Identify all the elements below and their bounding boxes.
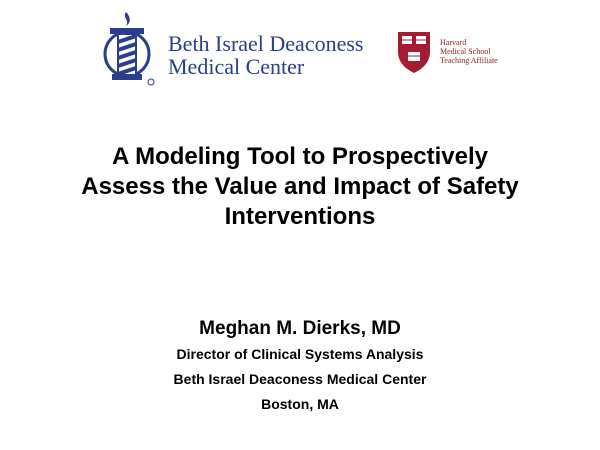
harvard-shield-icon [396, 30, 432, 74]
title-line2: Assess the Value and Impact of Safety [81, 173, 519, 200]
organization-logo-text [168, 32, 363, 78]
affiliate-line1: Harvard [440, 38, 467, 47]
title-line3: Interventions [224, 203, 376, 230]
org-name-line1: Beth Israel Deaconess [168, 31, 364, 56]
title-line1: A Modeling Tool to Prospectively [111, 143, 489, 170]
org-name-line2: Medical Center [168, 54, 305, 79]
presenter-role: Director of Clinical Systems Analysis [176, 346, 424, 362]
presenter-block [20, 316, 580, 417]
presenter-location: Boston, MA [261, 396, 339, 412]
presenter-organization: Beth Israel Deaconess Medical Center [173, 371, 427, 387]
affiliate-line2: Medical School [440, 47, 491, 56]
presenter-name: Meghan M. Dierks, MD [199, 318, 401, 339]
affiliate-line3: Teaching Affiliate [440, 56, 498, 65]
bidmc-logo-icon [96, 10, 158, 86]
affiliate-text [440, 38, 498, 65]
slide-title [20, 142, 580, 232]
slide-header [0, 0, 600, 100]
